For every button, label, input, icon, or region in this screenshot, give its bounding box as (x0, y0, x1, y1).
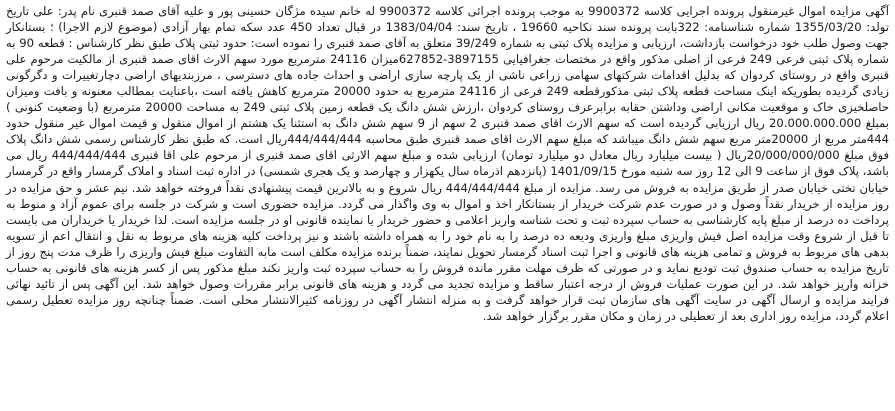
auction-notice-text: آگهی مزایده اموال غیرمنقول پرونده اجرایی کلاسه 9900372 به موجب پرونده اجرائی کلاسه 9900372 له خانم سیده مژگان حسینی پور و علیه آقای صمد قنبری نام پدر: علی تاریخ تولد: 1355/03/20 شماره شناسنامه: 322بابت پرونده سند نکاحیه 19660 ، تاریخ سند: 1383/04/04 در قبال تعداد 450 عدد سکه تمام بهار آزادی (موضوع لازم الاجرا) ؛ بستانکار جهت وصول طلب خود درخواست بازداشت، ارزیابی و مزایده پلاک ثبتی به شماره 39/249 متعلق به آقای صمد قنبری را نموده است: حدود ثبتی پلاک طبق نظر کارشناس : قطعه 90 به شماره پلاک ثبتی فرعی 249 فرعی از اصلی مذکور واقع در مختصات جغرافیایی 3897155-627852میزان 24116 مترمربع مورد سهم الارث اقای صمد قنبری از مالکیت مرحوم علی قنبری واقع در روستای کردوان که بدلیل اقدامات شرکتهای سهامی زراعی ناشی از یک پارچه سازی اراضی و احداث جاده های دسترسی ، مرزبندیهای اراضی دچارتغییرات و دگرگونی زیادی گردیده بطوریکه اینک مساحت قطعه پلاک ثبتی مذکورقطعه 249 فرعی از 24116 مترمربع به حدود 20000 مترمربع کاهش یافته است ،باعنایت بمطالب معنونه و بافت ومیزان حاصلخیزی خاک و موقعیت مکانی اراضی وداشتن حقابه برابرعرف روستای کردوان ،ارزش شش دانگ یک قطعه زمین پلاک ثبتی 249 به مساحت 20000 مترمربع (با وضعیت کنونی ) بمبلغ 20.000.000.000 ریال ارزیابی گردیده است که سهم الارث اقای صمد قنبری 2 سهم از 9 سهم شش دانگ به استثنا یک هشتم از اموال منقول و قیمت اموال غیر منقول حدود 444متر مربع از 20000متر مربع سهم شش دانگ میباشد که مبلغ سهم الارث اقای صمد قنبری طبق محاسبه 444/444/444ریال است. که طبق نظر کارشناس رسمی شش دانگ پلاک فوق مبلغ 20/000/000/000ریال ( بیست میلیارد ریال معادل دو میلیارد تومان) ارزیابی شده و مبلغ سهم الارثی اقای صمد قنبری از مرحوم علی اقا قنبری 444/444/444 ریال می باشد، پلاک فوق از ساعت 9 الی 12 روز سه شنبه مورخ 1401/09/15 (پانزدهم اذرماه سال یکهزار و چهارصد و یک هجری شمسی) در اداره ثبت اسناد و املاک گرمسار واقع در گرمسار خیابان تختی خیابان صدر از طریق مزایده به فروش می رسد. مزایده از مبلغ 444/444/444 ریال شروع و به بالاترین قیمت پیشنهادی نقداً فروخته خواهد شد. نیم عشر و حق مزایده در روز مزایده از خریدار نقداً وصول و در صورت عدم شرکت خریدار از بستانکار اخذ و اموال به وی واگذار می گردد. مزایده حضوری است و شرکت در جلسه برای عموم آزاد و منوط به پرداخت ده درصد از مبلغ پایه کارشناسی به حساب سپرده ثبت و تحت شناسه واریز اعلامی و حضور خریدار یا نماینده قانونی او در جلسه مزایده است. لذا خریدار یا خریداران می بایست تا قبل از شروع وقت مزایده اصل فیش واریزی مبلغ واریزی ودیعه ده درصد را به نام خود را به همراه داشته باشند و نیز پرداخت کلیه هزینه های مربوط به نقل و انتقال اعم از تسویه بدهی های مربوط به فروش و تمامی هزینه های قانونی و اجرا ثبت اسناد گرمسار تحویل نمایند، ضمناً برنده مزایده مکلف است مابه التفاوت مبلغ فیش واریزی را ظرف مدت پنج روز از تاریخ مزایده به حساب صندوق ثبت تودیع نماید و در صورتی که ظرف مهلت مقرر مانده فروش را به حساب سپرده ثبت واریز نکند مبلغ مذکور پس از کسر هزینه های قانونی به حساب خزانه واریز خواهد شد. در این صورت عملیات فروش از درجه اعتبار ساقط و مزایده تجدید می گردد و هزینه های قانونی برابر مقررات وصول خواهد شد. این آگهی پس از تائید نهائی فرایند مزایده و ارسال آگهی در سایت آگهی های سازمان ثبت قرار خواهد گرفت و به منزله انتشار آگهی در روزنامه کثیرالانتشار محلی است. ضمناً چنانچه روز مزایده تعطیل رسمی اعلام گردد، مزایده روز اداری بعد از تعطیلی در زمان و مکان مقرر برگزار خواهد شد. (6, 4, 890, 323)
